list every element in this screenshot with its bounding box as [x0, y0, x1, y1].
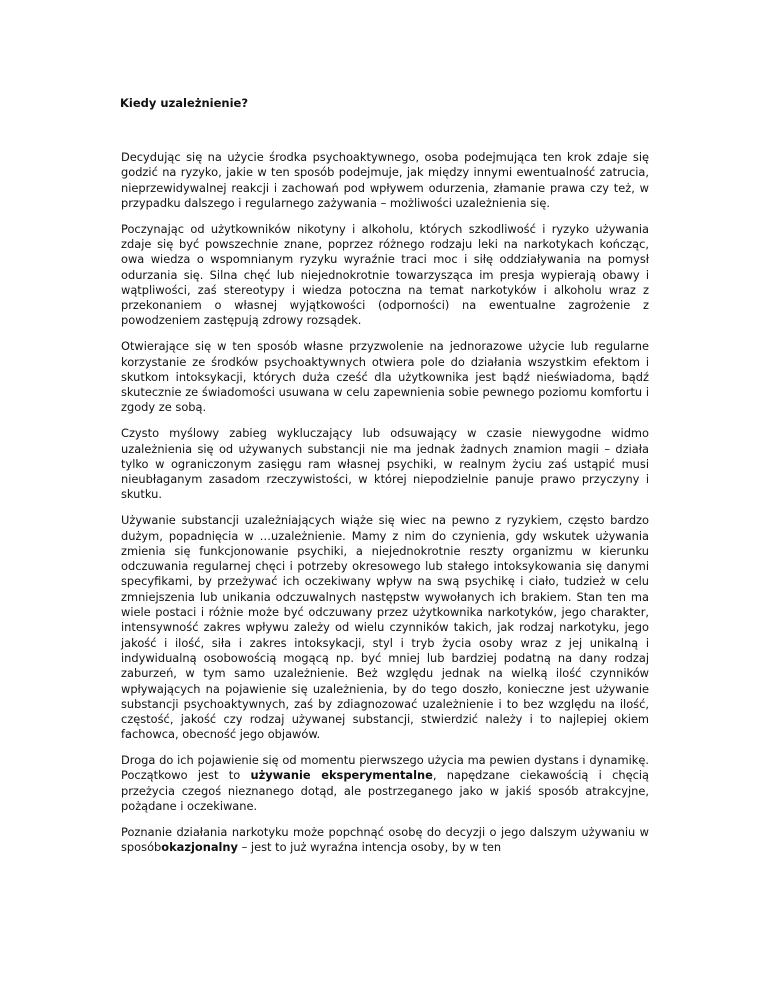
paragraph-7-text-end: – jest to już wyraźna intencja osoby, by w ten	[237, 840, 502, 855]
paragraph-6-text-end: , napędzane ciekawością i chęcią przeżycia czegoś nieznanego dotąd, ale postrzeganego jako w jakiś sposób atrakcyjne, pożądane i oczekiwane.	[121, 768, 650, 814]
paragraph-1: Decydując się na użycie środka psychoaktywnego, osoba podejmująca ten krok zdaje się godzić na ryzyko, jakie w ten sposób podejmuje, jak między innymi ewentualność zatrucia, nieprzewidywalnej reakcji i zachowań pod wpływem odurzenia, złamanie prawa czy też, w przypadku dalszego i regularnego zażywania – możliwości uzależnienia się.	[121, 150, 649, 210]
paragraph-5: Używanie substancji uzależniających wiąże się wiec na pewno z ryzykiem, często bardzo dużym, popadnięcia w …uzależnienie. Mamy z nim do czynienia, gdy wskutek używania zmienia się funkcjonowanie psychiki, a niejednokrotnie reszty organizmu w kierunku odczuwania regularnej chęci i potrzeby okresowego lub stałego intoksykowania się danymi specyfikami, by przeżywać ich oczekiwany wpływ na swą psychikę i ciało, tudzież w celu zmniejszenia lub unikania odczuwalnych następstw wywołanych ich brakiem. Stan ten ma wiele postaci i różnie może być odczuwany przez użytkownika narkotyków, jego charakter, intensywność zakres wpływu zależy od wielu czynników takich, jak rodzaj narkotyku, jego jakość i ilość, siła i zakres intoksykacji, styl i tryb życia osoby wraz z jej unikalną i indywidualną osobowością mogącą np. być mniej lub bardziej podatną na dany rodzaj zaburzeń, w tym samo uzależnienie. Beż względu jednak na wielką ilość czynników wpływających na pojawienie się uzależnienia, by do tego doszło, konieczne jest używanie substancji psychoaktywnych, zaś by zdiagnozować uzależnienie i to bez względu na ilość, częstość, jakość czy rodzaj używanej substancji, stwierdzić należy i to najlepiej okiem fachowca, obecność jego objawów.	[121, 513, 649, 742]
term-occasional: okazjonalny	[161, 840, 238, 855]
paragraph-6	[121, 753, 649, 814]
paragraph-4: Czysto myślowy zabieg wykluczający lub odsuwający w czasie niewygodne widmo uzależnienia się od używanych substancji nie ma jednak żadnych znamion magii – działa tylko w ograniczonym zasięgu ram własnej psychiki, w realnym życiu zaś ustąpić musi nieubłaganym zasadom rzeczywistości, w której niepodzielnie panuje prawo przyczyny i skutku.	[121, 426, 649, 502]
document-title: Kiedy uzależnienie?	[120, 96, 248, 110]
paragraph-2: Poczynając od użytkowników nikotyny i alkoholu, których szkodliwość i ryzyko używania zdaje się być powszechnie znane, poprzez różnego rodzaju leki na narkotykach kończąc, owa wiedza o wspomnianym ryzyku wyraźnie traci moc i siłę oddziaływania na pomysł odurzania się. Silna chęć lub niejednokrotnie towarzysząca im presja wypierają obawy i wątpliwości, zaś stereotypy i wiedza potoczna na temat narkotyków i alkoholu wraz z przekonaniem o własnej wyjątkowości (odporności) na ewentualne zagrożenie z powodzeniem zastępują zdrowy rozsądek.	[121, 221, 649, 328]
paragraph-7-text-start: Poznanie działania narkotyku może popchnąć osobę do decyzji o jego dalszym używaniu w sposób	[121, 824, 649, 855]
document-body	[121, 150, 649, 866]
term-experimental-use: używanie eksperymentalne	[250, 768, 433, 783]
paragraph-7	[121, 825, 649, 856]
paragraph-6-text-start: Droga do ich pojawienie się od momentu pierwszego użycia ma pewien dystans i dynamikę. Początkowo jest to	[121, 753, 649, 783]
paragraph-3: Otwierające się w ten sposób własne przyzwolenie na jednorazowe użycie lub regularne korzystanie ze środków psychoaktywnych otwiera pole do działania wszystkim efektom i skutkom intoksykacji, których duża cześć dla użytkownika jest bądź nieświadoma, bądź skutecznie ze świadomości usuwana w celu zapewnienia sobie pewnego poziomu komfortu i zgody ze sobą.	[121, 339, 649, 415]
